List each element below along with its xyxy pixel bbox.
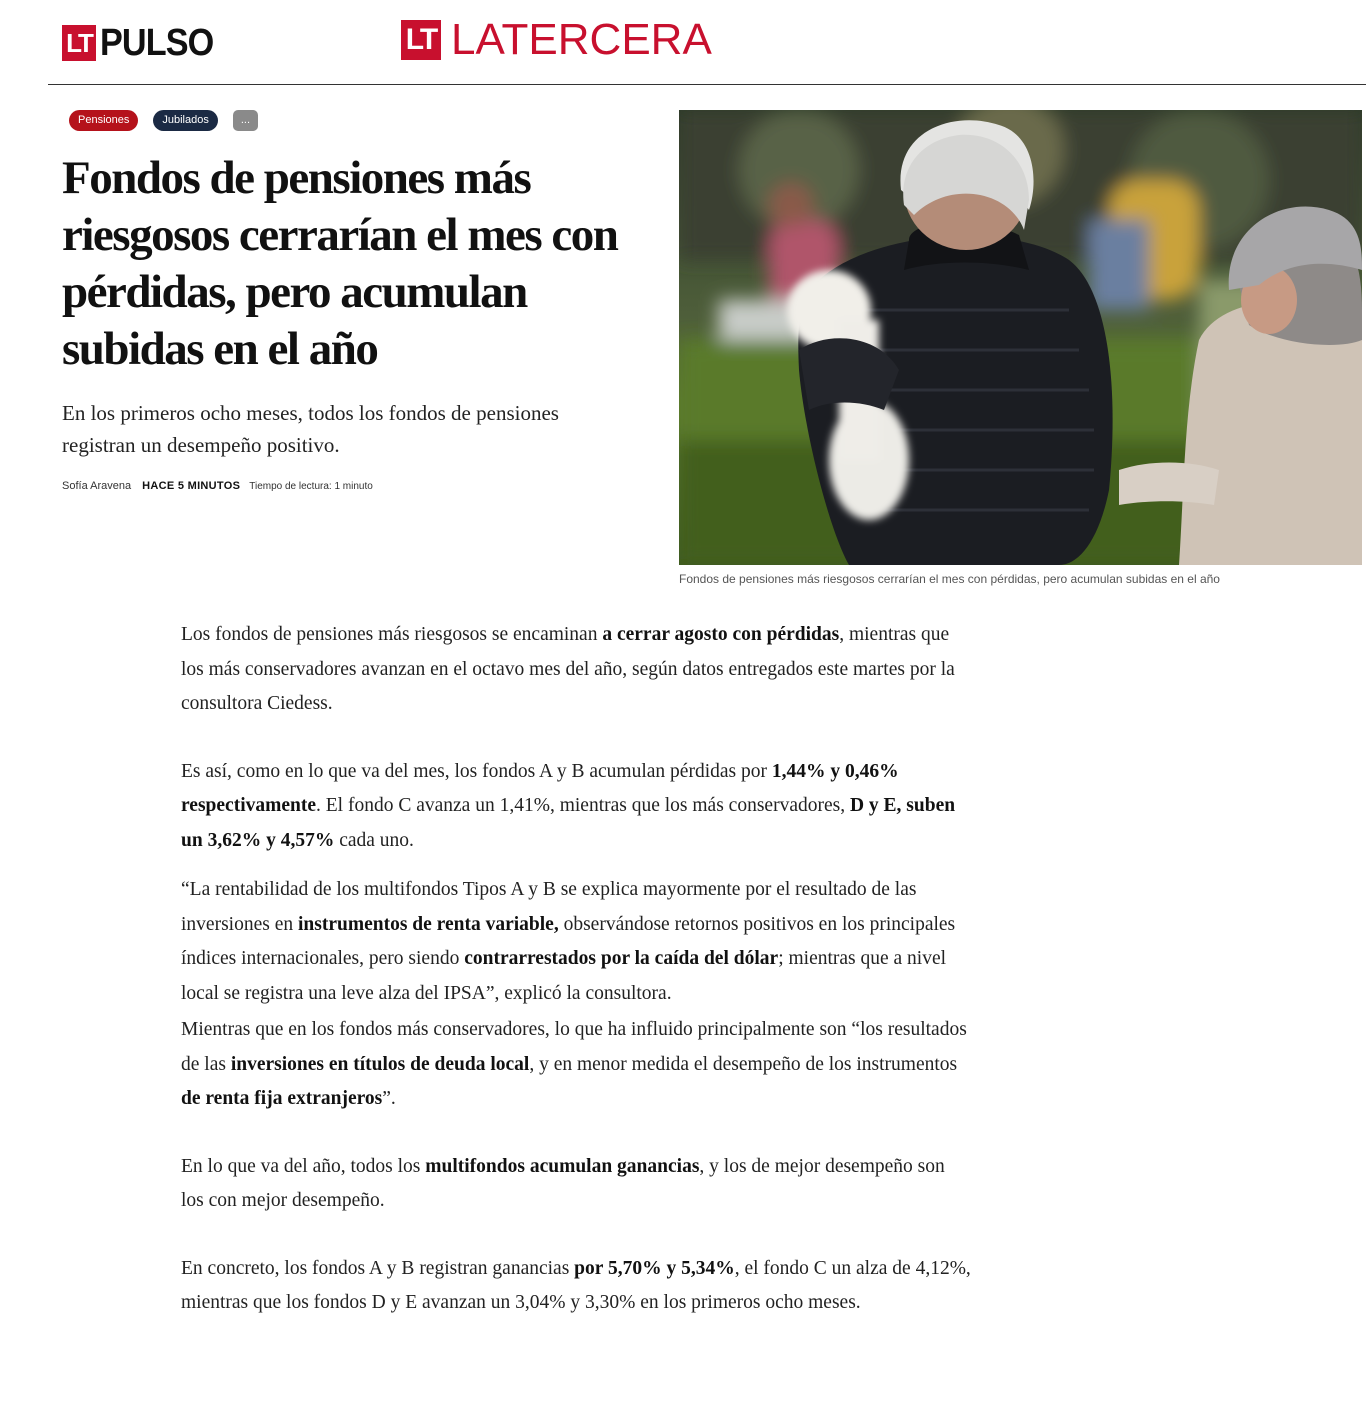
pulso-logo-word: PULSO [100, 22, 214, 64]
tag-pensiones[interactable]: Pensiones [69, 110, 138, 131]
author-link[interactable]: Sofía Aravena [62, 480, 132, 492]
paragraph-text: , y en menor medida el desempeño de los instrumentos [529, 1053, 958, 1075]
latercera-logo[interactable] [401, 15, 712, 64]
reading-time: Tiempo de lectura: 1 minuto [249, 481, 373, 492]
bold-text: inversiones en títulos de deuda local [230, 1053, 530, 1075]
elderly-couple-photo [679, 110, 1362, 565]
paragraph-text: ; mientras que a nivel local se registra una leve alza del IPSA”, explicó la consultora. [181, 948, 947, 1004]
tag-jubilados[interactable]: Jubilados [153, 110, 217, 131]
article-paragraph [181, 873, 971, 1011]
tag-list [69, 110, 258, 131]
pulso-logo-lt: LT [62, 25, 96, 61]
article-dek: En los primeros ocho meses, todos los fondos de pensiones registran un desempeño positivo. [62, 401, 559, 457]
image-caption: Fondos de pensiones más riesgosos cerrarían el mes con pérdidas, pero acumulan subidas en el año [679, 572, 1220, 586]
paragraph-text: “La rentabilidad de los multifondos Tipos A y B se explica mayormente por el resultado de las inversiones en [181, 879, 917, 935]
bold-text: contrarrestados por la caída del dólar [464, 948, 779, 969]
latercera-logo-word: LATERCERA [451, 15, 712, 64]
bold-text: 1,44% y 0,46% respectivamente [181, 760, 899, 816]
bold-text: D y E, suben un 3,62% y 4,57% [181, 795, 956, 851]
paragraph-text: cada uno. [334, 829, 414, 851]
article-headline: Fondos de pensiones más riesgosos cerrarían el mes con pérdidas, pero acumulan subidas en el año [62, 152, 618, 375]
publish-time: HACE 5 MINUTOS [142, 480, 241, 492]
site-header [0, 0, 1366, 86]
paragraph-text: Es así, como en lo que va del mes, los fondos A y B acumulan pérdidas por [181, 760, 772, 782]
article-paragraph [181, 1252, 971, 1321]
paragraph-text: , y los de mejor desempeño son los con mejor desempeño. [181, 1155, 945, 1211]
paragraph-text: ”. [382, 1088, 396, 1109]
article-photo[interactable] [679, 110, 1362, 565]
bold-text: por 5,70% y 5,34% [574, 1257, 735, 1279]
paragraph-text: observándose retornos positivos en los principales índices internacionales, pero siendo [181, 913, 956, 969]
paragraph-text: Los fondos de pensiones más riesgosos se encaminan [181, 624, 603, 645]
paragraph-text: , mientras que los más conservadores avanzan en el octavo mes del año, según datos entregados este martes por la consultora Ciedess. [181, 624, 955, 714]
article-paragraph [181, 1150, 971, 1219]
paragraph-text: Mientras que en los fondos más conservadores, lo que ha influido principalmente son “los resultados de las [181, 1019, 967, 1075]
pulso-logo[interactable] [62, 24, 226, 62]
header-divider [48, 84, 1366, 85]
bold-text: instrumentos de renta variable, [297, 913, 559, 935]
article-paragraph [181, 618, 971, 722]
bold-text: a cerrar agosto con pérdidas [602, 624, 840, 645]
tag-more-button[interactable]: ... [233, 110, 258, 131]
article-body [181, 618, 971, 1321]
paragraph-text: . El fondo C avanza un 1,41%, mientras que los más conservadores, [316, 795, 850, 816]
latercera-logo-lt: LT [401, 20, 441, 60]
paragraph-text: , el fondo C un alza de 4,12%, mientras que los fondos D y E avanzan un 3,04% y 3,30% en los primeros ocho meses. [181, 1257, 971, 1313]
bold-text: multifondos acumulan ganancias [425, 1155, 700, 1177]
byline [62, 480, 373, 492]
bold-text: de renta fija extranjeros [181, 1088, 383, 1109]
article-paragraph [181, 1013, 971, 1117]
article-paragraph [181, 755, 971, 859]
paragraph-text: En concreto, los fondos A y B registran ganancias [181, 1257, 575, 1279]
paragraph-text: En lo que va del año, todos los [181, 1155, 426, 1177]
